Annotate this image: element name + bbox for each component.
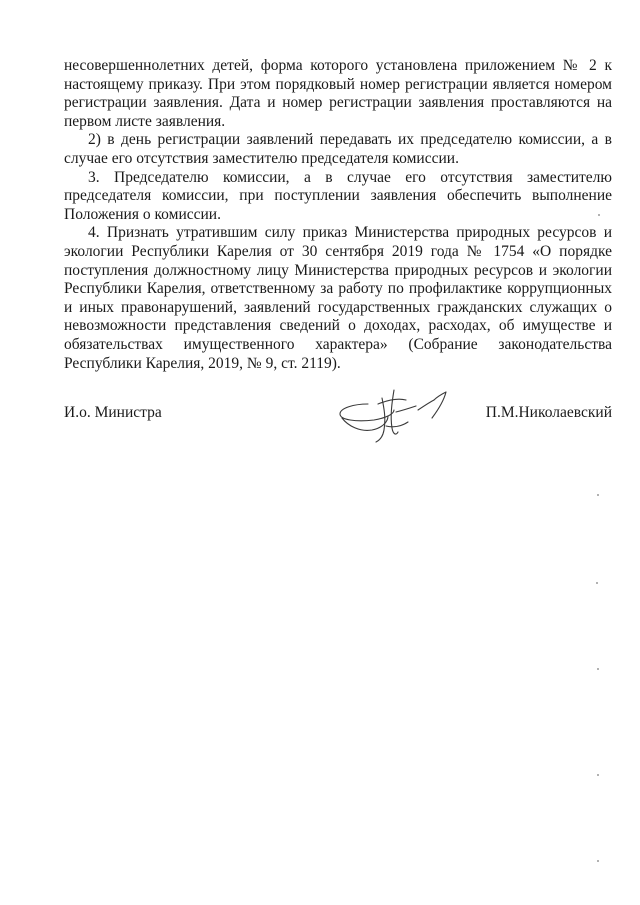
document-body	[64, 57, 612, 373]
scan-speck	[597, 494, 599, 496]
scan-speck	[597, 860, 599, 862]
paragraph-continuation: несовершеннолетних детей, форма которого установлена приложением № 2 к настоящему приказу. При этом порядковый номер регистрации является номером регистрации заявления. Дата и номер регистрации заявления проставляются на первом листе заявления.	[64, 57, 612, 130]
paragraph-item-2: 2) в день регистрации заявлений передавать их председателю комиссии, а в случае его отсутствия заместителю председателя комиссии.	[64, 131, 612, 167]
scan-speck	[596, 582, 598, 584]
signature-block	[64, 404, 612, 444]
scan-speck	[598, 214, 600, 216]
signer-position: И.о. Министра	[64, 404, 162, 421]
handwritten-signature-icon	[334, 382, 464, 452]
paragraph-item-4: 4. Признать утратившим силу приказ Министерства природных ресурсов и экологии Республики Карелия от 30 сентября 2019 года № 1754 «О порядке поступления должностному лицу Министерства природных ресурсов и экологии Республики Карелия, ответственному за работу по профилактике коррупционных и иных правонарушений, заявлений государственных гражданских служащих о невозможности представления сведений о доходах, расходах, об имуществе и обязательствах имущественного характера» (Собрание законодательства Республики Карелия, 2019, № 9, ст. 2119).	[64, 224, 612, 372]
signer-name: П.М.Николаевский	[485, 404, 612, 421]
scan-speck	[597, 774, 599, 776]
paragraph-item-3: 3. Председателю комиссии, а в случае его отсутствия заместителю председателя комиссии, при поступлении заявления обеспечить выполнение Положения о комиссии.	[64, 168, 612, 223]
scan-speck	[597, 668, 599, 670]
